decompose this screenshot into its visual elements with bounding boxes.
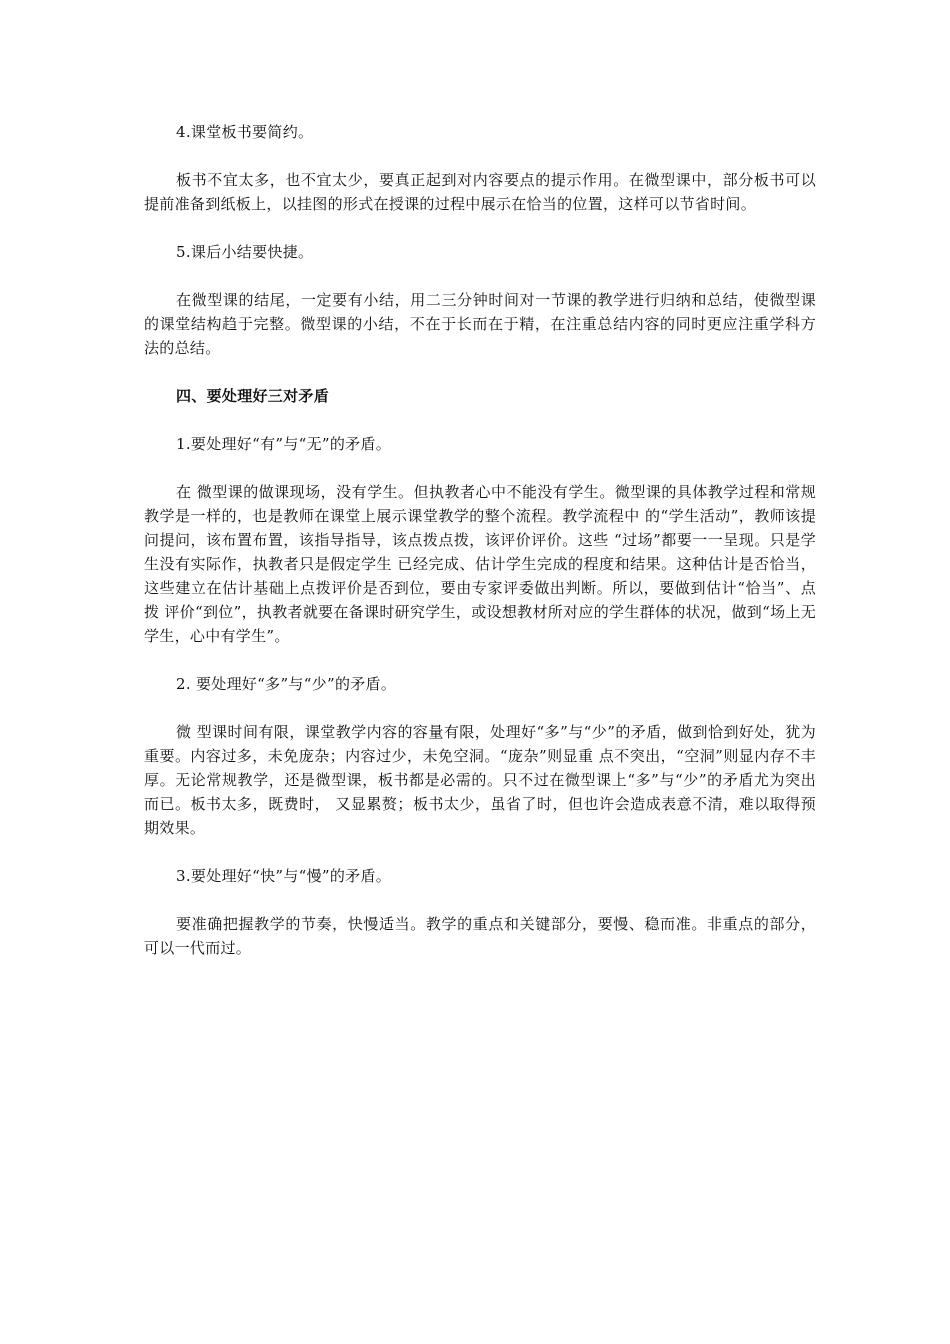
paragraph-more-less: 微 型课时间有限，课堂教学内容的容量有限，处理好“多”与“少”的矛盾，做到恰到好处，犹为重要。内容过多，未免庞杂；内容过少，未免空洞。“庞杂”则显重 点不突出，“空洞”则显内存不丰厚。无论常规教学，还是微型课，板书都是必需的。只不过在微型课上“多”与“少”的矛盾尤为突出而已。板书太多，既费时， 又显累赘；板书太少，虽省了时，但也许会造成表意不清，难以取得预期效果。: [144, 723, 816, 837]
paragraph-board-writing: 板书不宜太多，也不宜太少，要真正起到对内容要点的提示作用。在微型课中，部分板书可以提前准备到纸板上，以挂图的形式在授课的过程中展示在恰当的位置，这样可以节省时间。: [144, 171, 816, 213]
paragraph-fast-slow: 要准确把握教学的节奏，快慢适当。教学的重点和关键部分，要慢、稳而准。非重点的部分，可以一代而过。: [144, 915, 816, 957]
list-item-2-heading: 2. 要处理好“多”与“少”的矛盾。: [176, 675, 397, 693]
list-item-3-heading: 3.要处理好“快”与“慢”的矛盾。: [176, 867, 392, 885]
list-item-1-heading: 1.要处理好“有”与“无”的矛盾。: [176, 435, 392, 453]
list-item-4-heading: 4.课堂板书要简约。: [176, 123, 314, 141]
document-body: [144, 120, 816, 984]
paragraph-presence-absence: 在 微型课的做课现场，没有学生。但执教者心中不能没有学生。微型课的具体教学过程和常规教学是一样的，也是教师在课堂上展示课堂教学的整个流程。教学流程中 的“学生活动”，教师该提问提问，该布置布置，该指导指导，该点拨点拨，该评价评价。这些 “过场”都要一一呈现。只是学生没有实际作，执教者只是假定学生 已经完成、估计学生完成的程度和结果。这种估计是否恰当，这些建立在估计基础上点拨评价是否到位，要由专家评委做出判断。所以，要做到估计“恰当”、点拨 评价“到位”，执教者就要在备课时研究学生，或设想教材所对应的学生群体的状况，做到“场上无学生，心中有学生”。: [144, 483, 816, 645]
list-item-5-heading: 5.课后小结要快捷。: [176, 243, 314, 261]
section-heading-4: 四、要处理好三对矛盾: [176, 387, 330, 405]
paragraph-summary: 在微型课的结尾，一定要有小结，用二三分钟时间对一节课的教学进行归纳和总结，使微型课的课堂结构趋于完整。微型课的小结，不在于长而在于精，在注重总结内容的同时更应注重学科方法的总结。: [144, 291, 816, 357]
